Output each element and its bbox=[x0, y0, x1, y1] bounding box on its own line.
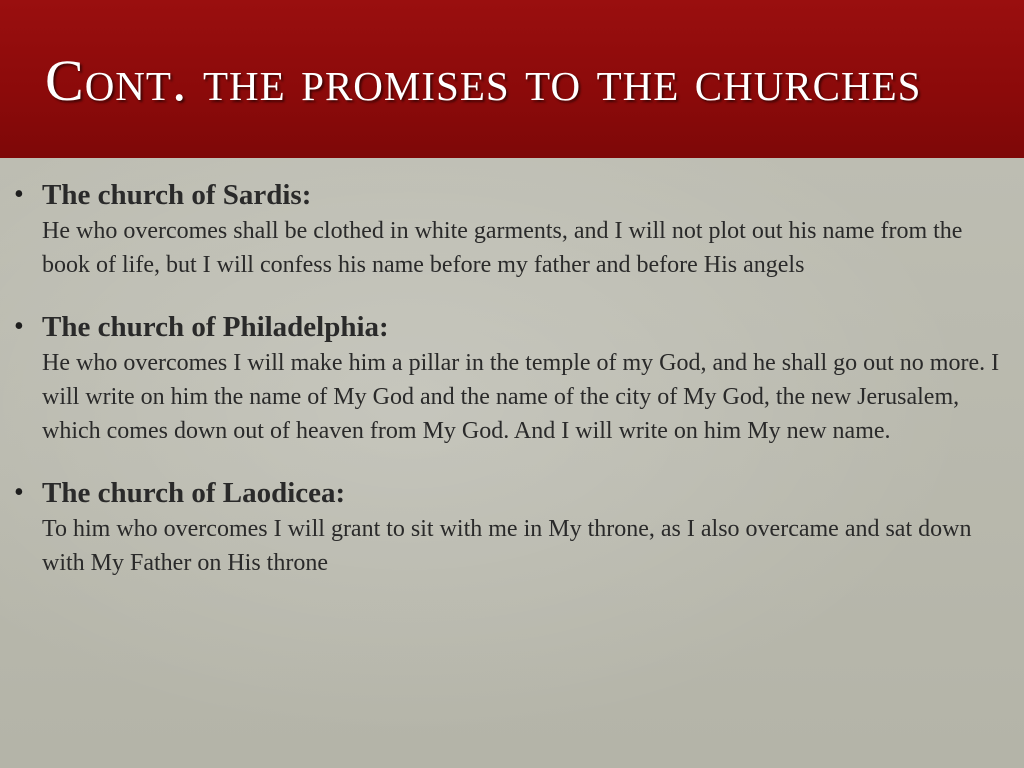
bullet-list bbox=[14, 178, 1014, 608]
promise-text: He who overcomes I will make him a pillar in the temple of my God, and he shall go out no more. I will write on him the name of My God and the name of the city of My God, the new Jerusalem, which comes down out of heaven from My God. And I will write on him My new name. bbox=[42, 350, 1000, 444]
bullet-icon: • bbox=[14, 179, 24, 210]
bullet-icon: • bbox=[14, 477, 24, 508]
bullet-icon: • bbox=[14, 311, 24, 342]
list-item-philadelphia bbox=[14, 310, 1014, 448]
slide-title: Cont. the promises to the churches bbox=[45, 48, 922, 113]
promise-text: To him who overcomes I will grant to sit with me in My throne, as I also overcame and sat down with My Father on His throne bbox=[42, 516, 972, 576]
slide-body bbox=[0, 158, 1024, 768]
church-heading: The church of Philadelphia: bbox=[42, 311, 389, 343]
list-item-laodicea bbox=[14, 476, 1014, 580]
promise-text: He who overcomes shall be clothed in white garments, and I will not plot out his name from the book of life, but I will confess his name before my father and before His angels bbox=[42, 218, 963, 278]
title-bar bbox=[0, 0, 1024, 158]
list-item-sardis bbox=[14, 178, 1014, 282]
church-heading: The church of Sardis: bbox=[42, 179, 312, 211]
church-heading: The church of Laodicea: bbox=[42, 477, 346, 509]
